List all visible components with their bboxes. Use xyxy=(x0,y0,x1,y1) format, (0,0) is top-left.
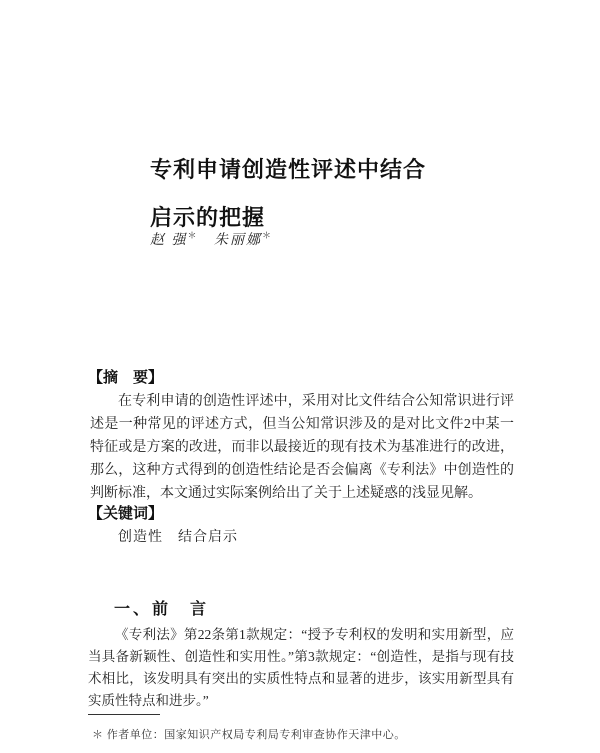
author-2-mark: ＊ xyxy=(262,230,274,240)
authors xyxy=(150,228,273,249)
author-1 xyxy=(150,230,199,248)
abstract-label: 【摘 要】 xyxy=(88,369,164,386)
footnote: ＊ 作者单位：国家知识产权局专利局专利审查协作天津中心。 xyxy=(92,729,406,741)
keywords-label: 【关键词】 xyxy=(88,505,164,522)
article-title-line2: 启示的把握 xyxy=(150,205,266,230)
footnote-divider xyxy=(88,714,160,715)
author-1-mark: ＊ xyxy=(187,230,199,240)
article-title-line1: 专利申请创造性评述中结合 xyxy=(150,157,427,182)
keywords-text: 创造性 结合启示 xyxy=(118,530,238,545)
section1-paragraph: 《专利法》第22条第1款规定：“授予专利权的发明和实用新型，应当具备新颖性、创造性和实用性。”第3款规定：“创造性，是指与现有技术相比，该发明具有突出的实质性特点和显著的进步，该实用新型具有实质性特点和进步。” xyxy=(88,627,514,708)
abstract-text: 在专利申请的创造性评述中，采用对比文件结合公知常识进行评述是一种常见的评述方式，但当公知常识涉及的是对比文件2中某一特征或是方案的改进，而非以最接近的现有技术为基准进行的改进，那么，这种方式得到的创造性结论是否会偏离《专利法》中创造性的判断标准，本文通过实际案例给出了关于上述疑惑的浅显见解。 xyxy=(90,394,514,501)
author-2-name: 朱丽娜 xyxy=(214,232,263,248)
section1-heading: 一、前 言 xyxy=(114,601,210,618)
author-1-name: 赵 强 xyxy=(150,232,188,248)
author-2 xyxy=(214,230,274,248)
